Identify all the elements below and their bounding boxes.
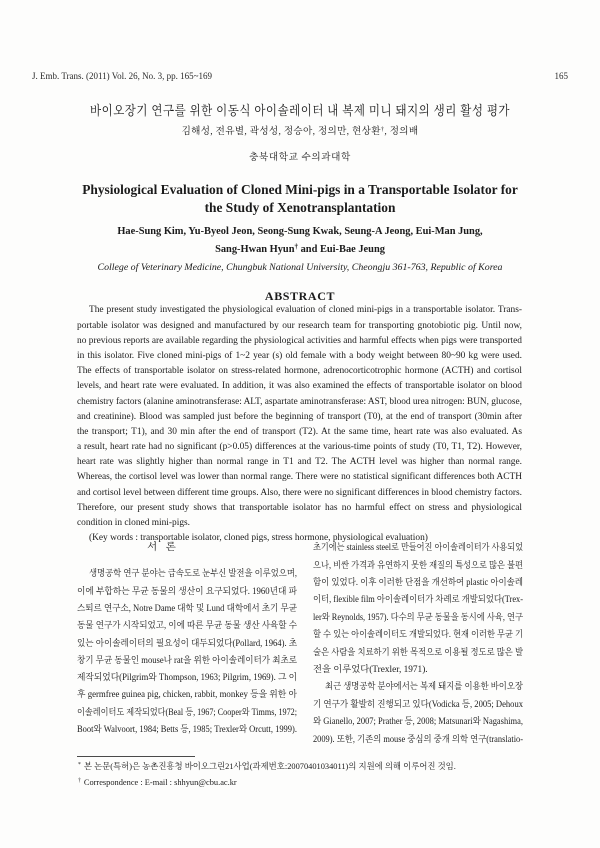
english-title-line: the Study of Xenotransplantation (204, 200, 396, 215)
journal-citation: J. Emb. Trans. (2011) Vol. 26, No. 3, pp. 165~169 (32, 71, 212, 81)
english-authors-text: and Eui-Bae Jeung (298, 244, 385, 255)
abstract-line: The present study investigated the physiological evaluation of cloned mini-pigs in a transportable isolator. Trans- (89, 305, 522, 316)
body-text-line: 와 Gianello, 2007; Prather 등, 2008; Matsunari와 Nagashima, (313, 717, 524, 728)
footnote-funding (78, 761, 558, 773)
abstract-heading: ABSTRACT (264, 288, 336, 303)
footnote-text: Correspondence : E-mail : shhyun@cbu.ac.kr (83, 778, 237, 787)
korean-affiliation: 충북대학교 수의과대학 (249, 151, 351, 163)
korean-title: 바이오장기 연구를 위한 이동식 아이솔레이터 내 복제 미니 돼지의 생리 활성 평가 (90, 103, 511, 118)
body-text-line: 으나, 비싼 가격과 유연하지 못한 재질의 특성으로 많은 불편 (313, 560, 524, 571)
body-text-line: 할 수 있는 아이솔레이터도 개발되었다. 현재 이러한 무균 기 (313, 630, 524, 641)
body-text-line: 이에 부합하는 무균 동물의 생산이 요구되었다. 1960년대 파 (77, 586, 297, 597)
footnote-text: 본 논문(특허)은 농촌진흥청 바이오그린21사업(과제번호:20070401034011)의 지원에 의해 이루어진 것임. (83, 762, 456, 771)
body-text-line: 스퇴르 연구소, Notre Dame 대학 및 Lund 대학에서 초기 무균 (77, 603, 298, 614)
english-title-line: Physiological Evaluation of Cloned Mini-pigs in a Transportable Isolator for (82, 182, 518, 197)
english-affiliation: College of Veterinary Medicine, Chungbuk National University, Cheongju 361-763, Republic of Korea (97, 262, 503, 273)
abstract-line: in this isolator. Five cloned mini-pigs of 1~2 year (s) old female with a body weight between 80~90 kg were used. (77, 350, 522, 361)
abstract-line: chemistry factors (alanine aminotransferase: ALT, aspartate aminotransferase: AST, blood urea nitrogen: BUN, glucose, (77, 396, 522, 407)
body-text-line: 전을 이루었다(Trexler, 1971). (313, 665, 428, 676)
body-text-line: 창기 무균 동물인 mouse나 rat을 위한 아이솔레이터가 최초로 (77, 655, 298, 666)
abstract-body (77, 303, 522, 546)
body-text-line: 2009). 또한, 기존의 mouse 중심의 중개 의학 연구(translatio- (313, 734, 523, 745)
introduction-right-column (313, 540, 523, 749)
body-text-line: 이솔레이터도 제작되었다(Beal 등, 1967; Cooper와 Timms, 1972; (77, 707, 297, 718)
footnote-mark: * (78, 762, 81, 769)
body-text-line: 초기에는 stainless steel로 만들어진 아이솔레이터가 사용되었 (313, 543, 524, 554)
abstract-line: a result, heart rate had no significant (p>0.05) differences at the various-time points of study (T0, T1, T2). However, (77, 442, 522, 453)
body-text-line: 있는 아이솔레이터의 필요성이 대두되었다(Pollard, 1964). 초 (77, 638, 298, 649)
page-number: 165 (554, 71, 568, 81)
abstract-keywords: (Key words : transportable isolator, cloned pigs, stress hormone, physiological evaluation) (89, 533, 428, 544)
english-authors-text: Sang-Hwan Hyun (215, 244, 295, 255)
body-text-line: 후 germfree guinea pig, chicken, rabbit, monkey 등을 위한 아 (77, 690, 297, 701)
body-text-line: 생명공학 연구 분야는 급속도로 눈부신 발전을 이루었으며, (89, 569, 298, 580)
body-text-line: 기 연구가 활발히 진행되고 있다(Vodicka 등, 2005; Dehoux (313, 699, 523, 710)
introduction-left-column (77, 566, 297, 739)
korean-authors-text: 김해성, 전유별, 곽성성, 정승아, 정의만, 현상환 (181, 125, 381, 137)
footnote-mark: † (78, 778, 81, 785)
body-text-line: 제작되었다(Pilgrim와 Thompson, 1963; Pilgrim, 1969). 그 이 (77, 673, 298, 684)
korean-authors-text: , 정의배 (384, 125, 419, 137)
abstract-line: no previous reports are available regarding the physiological activities and harmful effects when pigs were transported (77, 335, 522, 346)
footnote-correspondence (78, 777, 558, 789)
body-text-line: 이터, flexible film 아이솔레이터가 차례로 개발되었다(Trex- (313, 595, 523, 606)
body-text-line: Boot와 Walvoort, 1984; Betts 등, 1985; Trexler와 Orcutt, 1999). (77, 725, 297, 736)
abstract-line: heart rate was slightly higher than normal range in T1 and T2. The ACTH level was higher than normal range. (77, 457, 522, 468)
introduction-heading: 서 론 (147, 542, 179, 553)
abstract-line: and cortisol level between different time groups. Also, there were no significant differences in blood chemistry factors. (77, 487, 522, 498)
corresponding-author-mark: † (294, 242, 299, 251)
footnote-divider (77, 756, 195, 757)
abstract-line: The effects of transportable isolator on stress-related hormone, adrenocorticotrophic hormone (ACTH) and cortisol (77, 366, 523, 377)
body-text-line: 술은 사람을 치료하기 위한 목적으로 이용될 정도로 많은 발 (313, 647, 524, 658)
abstract-line: Whereas, the cortisol level was lower than normal range. There were no statistical significant differences both ACTH (77, 472, 522, 483)
abstract-line: Therefore, our present study shows that transportable isolator has no harmful effect on stress and physiological (77, 502, 522, 513)
abstract-line: condition in cloned mini-pigs. (77, 518, 191, 529)
body-text-line: 동물 연구가 시작되었고, 이에 따른 무균 동물 생산 사육할 수 (77, 621, 298, 632)
abstract-line: levels, and heart rate were evaluated. In addition, it was also examined the effects of transportable isolator on blood (77, 381, 522, 392)
abstract-line: and creatinine). Blood was sampled just before the beginning of transport (T0), at the end of transport (30min after (77, 411, 522, 422)
body-text-line: 함이 있었다. 이후 이러한 단점을 개선하여 plastic 아이솔레 (313, 578, 523, 589)
english-authors-line (110, 243, 490, 257)
english-authors-line: Hae-Sung Kim, Yu-Byeol Jeon, Seong-Sung Kwak, Seung-A Jeong, Eui-Man Jung, (117, 226, 483, 237)
abstract-line: the transport; T1), and 30 min after the end of transport (T2). At the same time, heart rate was also evaluated. As (77, 426, 522, 437)
korean-authors (150, 125, 450, 138)
corresponding-author-mark: † (380, 125, 385, 133)
body-text-line: ler와 Reynolds, 1957). 다수의 무균 동물을 동시에 사육, 연구 (313, 612, 523, 623)
body-text-line: 최근 생명공학 분야에서는 복제 돼지를 이용한 바이오장 (325, 682, 524, 693)
abstract-line: portable isolator was designed and manufactured by our research team for transporting gnotobiotic pig. Until now, (77, 320, 522, 331)
